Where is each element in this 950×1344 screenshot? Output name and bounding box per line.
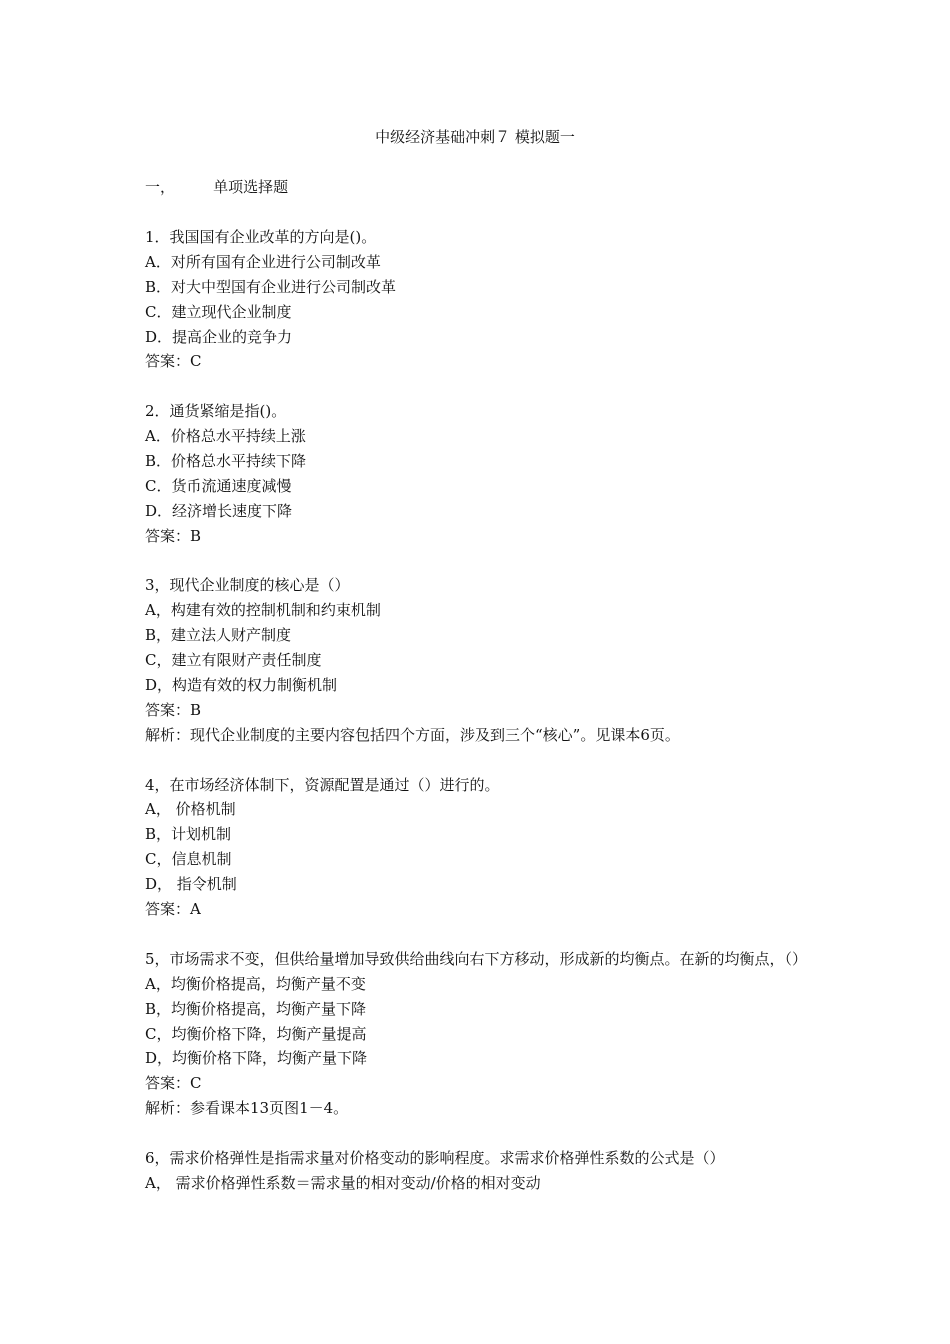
option-a: A， 价格机制 [145,800,236,819]
question-6 [145,1146,825,1196]
option-d: D．提高企业的竞争力 [145,327,293,346]
option-b: B，均衡价格提高，均衡产量下降 [145,999,367,1018]
option-b: B．对大中型国有企业进行公司制改革 [145,277,397,296]
question-stem: 3，现代企业制度的核心是（） [145,576,350,595]
option-b: B，建立法人财产制度 [145,626,292,645]
option-a: A．对所有国有企业进行公司制改革 [145,252,381,271]
question-stem: 5，市场需求不变，但供给量增加导致供给曲线向右下方移动，形成新的均衡点。在新的均衡点，（） [145,949,808,968]
answer: 答案：A [145,900,201,919]
option-c: C．货币流通速度减慢 [145,476,292,495]
option-d: D．经济增长速度下降 [145,501,293,520]
answer: 答案：B [145,526,202,545]
option-a: A，构建有效的控制机制和约束机制 [145,601,381,620]
option-c: C，均衡价格下降，均衡产量提高 [145,1024,367,1043]
answer: 答案：B [145,700,202,719]
question-2 [145,399,825,548]
question-stem: 6，需求价格弹性是指需求量对价格变动的影响程度。求需求价格弹性系数的公式是（） [145,1148,725,1167]
option-a: A， 需求价格弹性系数＝需求量的相对变动/价格的相对变动 [145,1173,541,1192]
analysis: 解析：现代企业制度的主要内容包括四个方面，涉及到三个“核心”。见课本6页。 [145,725,680,744]
option-b: B，计划机制 [145,825,232,844]
document-title: 中级经济基础冲刺７ 模拟题一 [375,128,575,146]
analysis: 解析：参看课本13页图1－4。 [145,1099,349,1118]
question-1 [145,225,825,374]
option-d: D， 指令机制 [145,875,237,894]
section-heading: 一， 单项选择题 [145,178,289,196]
question-stem: 1．我国国有企业改革的方向是()。 [145,228,377,246]
option-c: C，建立有限财产责任制度 [145,651,322,670]
option-a: A，均衡价格提高，均衡产量不变 [145,974,366,993]
question-stem: 2．通货紧缩是指()。 [145,402,287,421]
question-4 [145,773,825,922]
question-list [145,225,825,1221]
option-d: D，均衡价格下降，均衡产量下降 [145,1049,368,1068]
question-3 [145,573,825,747]
question-5 [145,947,825,1121]
answer: 答案：C [145,1074,202,1093]
option-c: C，信息机制 [145,850,232,869]
option-a: A．价格总水平持续上涨 [145,427,306,446]
option-b: B．价格总水平持续下降 [145,452,307,471]
option-c: C．建立现代企业制度 [145,302,292,321]
option-d: D，构造有效的权力制衡机制 [145,676,338,695]
question-stem: 4，在市场经济体制下，资源配置是通过（）进行的。 [145,775,500,794]
answer: 答案：C [145,352,202,371]
